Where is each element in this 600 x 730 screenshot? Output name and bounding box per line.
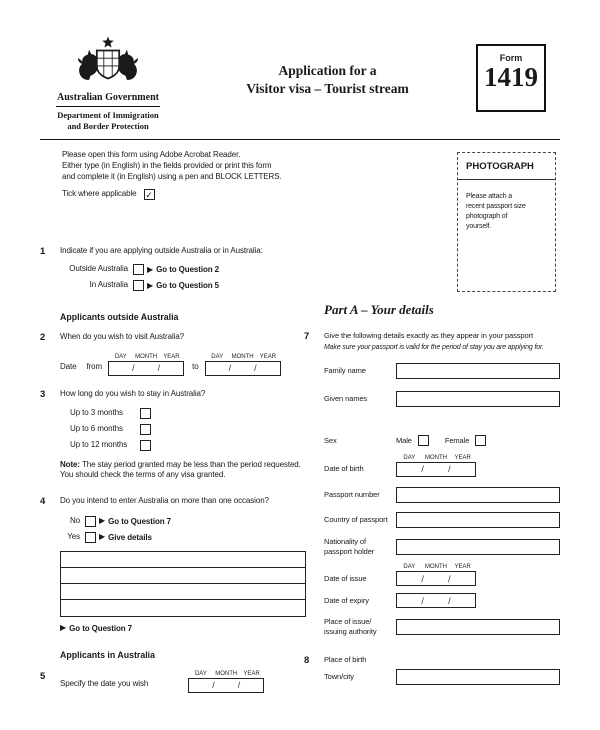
question-4-text: Do you intend to enter Australia on more than one occasion? bbox=[60, 496, 269, 506]
date-of-issue-label: Date of issue bbox=[324, 573, 367, 583]
goto-question-5-label: Go to Question 5 bbox=[156, 281, 220, 290]
male-checkbox[interactable] bbox=[418, 435, 429, 446]
photograph-title: PHOTOGRAPH bbox=[466, 161, 534, 172]
town-city-label: Town/city bbox=[324, 671, 354, 681]
date-slash: / bbox=[421, 464, 424, 475]
yes-label: Yes bbox=[67, 532, 80, 542]
date-of-birth-label: Date of birth bbox=[324, 464, 364, 474]
up-to-6-months-label: Up to 6 months bbox=[70, 423, 123, 433]
date-slash: / bbox=[228, 363, 232, 374]
day-col-label: DAY bbox=[403, 454, 416, 461]
passport-number-input[interactable] bbox=[396, 487, 560, 503]
date-of-expiry-input[interactable] bbox=[396, 593, 476, 608]
date-slash: / bbox=[132, 363, 135, 374]
form-number-label: Form bbox=[499, 53, 523, 63]
day-col-label: DAY bbox=[211, 353, 224, 360]
department-name-line2: and Border Protection bbox=[67, 121, 149, 132]
no-checkbox[interactable] bbox=[85, 516, 96, 527]
up-to-3-months-label: Up to 3 months bbox=[70, 407, 123, 417]
date-slash: / bbox=[421, 573, 424, 584]
question-4 bbox=[40, 496, 306, 633]
sex-label: Sex bbox=[324, 435, 337, 445]
date-slash: / bbox=[212, 680, 215, 691]
date-slash: / bbox=[448, 573, 451, 584]
question-2-number: 2 bbox=[40, 332, 46, 343]
goto-arrow-icon: ▶ bbox=[60, 623, 67, 633]
month-col-label: MONTH bbox=[215, 670, 238, 677]
left-column bbox=[40, 312, 306, 693]
details-line[interactable] bbox=[61, 568, 305, 584]
nationality-label-line1: Nationality of bbox=[324, 536, 366, 546]
up-to-12-months-label: Up to 12 months bbox=[70, 439, 128, 449]
note-line2: You should check the terms of any visa granted. bbox=[60, 470, 226, 480]
yes-give-details-label: Give details bbox=[108, 532, 152, 542]
question-8-number: 8 bbox=[304, 654, 310, 666]
no-goto-question-7-label: Go to Question 7 bbox=[108, 516, 172, 526]
nationality-input[interactable] bbox=[396, 539, 560, 555]
photograph-divider bbox=[458, 179, 555, 180]
tick-icon: ✓ bbox=[145, 189, 153, 200]
place-of-issue-label-line1: Place of issue/ bbox=[324, 617, 372, 627]
question-4-number: 4 bbox=[40, 496, 46, 508]
form-number-box bbox=[476, 44, 546, 112]
place-of-issue-label bbox=[324, 617, 396, 637]
question-5 bbox=[40, 671, 306, 693]
day-col-label: DAY bbox=[114, 353, 127, 360]
note-line1: The stay period granted may be less than the period requested. bbox=[81, 459, 301, 469]
goto-arrow-icon: ▶ bbox=[147, 264, 154, 274]
details-line[interactable] bbox=[61, 552, 305, 568]
outside-australia-label: Outside Australia bbox=[69, 264, 128, 274]
photograph-box bbox=[457, 152, 556, 292]
details-line[interactable] bbox=[61, 584, 305, 600]
date-of-issue-input[interactable] bbox=[396, 571, 476, 586]
date-slash: / bbox=[237, 680, 241, 691]
passport-number-label: Passport number bbox=[324, 490, 380, 500]
month-col-label: MONTH bbox=[135, 353, 158, 360]
up-to-3-months-checkbox[interactable] bbox=[140, 408, 151, 419]
question-8-text: Place of birth bbox=[324, 654, 367, 664]
question-7-subtext: Make sure your passport is valid for the period of stay you are applying for. bbox=[324, 343, 544, 351]
date-slash: / bbox=[254, 363, 257, 374]
place-of-issue-label-line2: issuing authority bbox=[324, 627, 377, 637]
date-label: Date bbox=[60, 362, 77, 371]
visit-from-date-input[interactable] bbox=[108, 361, 184, 376]
question-7-number: 7 bbox=[304, 331, 310, 342]
question-2-text: When do you wish to visit Australia? bbox=[60, 332, 185, 341]
sample-tick-checkbox bbox=[144, 189, 155, 200]
form-title-line2: Visitor visa – Tourist stream bbox=[246, 80, 409, 96]
date-slash: / bbox=[157, 363, 161, 374]
goto-arrow-icon: ▶ bbox=[147, 280, 154, 290]
occasions-details-box bbox=[60, 551, 306, 617]
outside-australia-checkbox[interactable] bbox=[133, 264, 144, 275]
department-name-line1: Department of Immigration bbox=[57, 110, 159, 120]
agency-name: Australian Government bbox=[57, 92, 159, 103]
details-line[interactable] bbox=[61, 600, 305, 616]
female-checkbox[interactable] bbox=[475, 435, 486, 446]
crest-divider bbox=[56, 106, 160, 107]
goto-arrow-icon: ▶ bbox=[99, 532, 106, 542]
country-of-passport-label: Country of passport bbox=[324, 515, 388, 525]
visit-to-date-input[interactable] bbox=[205, 361, 281, 376]
form-number: 1419 bbox=[484, 62, 538, 92]
day-col-label: DAY bbox=[403, 564, 416, 571]
up-to-12-months-checkbox[interactable] bbox=[140, 440, 151, 451]
date-of-expiry-label: Date of expiry bbox=[324, 596, 369, 606]
question-3 bbox=[40, 389, 306, 481]
question-3-number: 3 bbox=[40, 388, 46, 400]
question-1-text: Indicate if you are applying outside Australia or in Australia: bbox=[60, 246, 263, 255]
date-slash: / bbox=[448, 595, 451, 606]
section-applicants-outside-australia: Applicants outside Australia bbox=[60, 312, 179, 322]
month-col-label: MONTH bbox=[425, 564, 447, 571]
given-names-label: Given names bbox=[324, 394, 368, 404]
family-name-label: Family name bbox=[324, 366, 366, 376]
instruction-line3: and complete it (in English) using a pen and BLOCK LETTERS. bbox=[62, 171, 282, 181]
question-3-text: How long do you wish to stay in Australia? bbox=[60, 388, 206, 398]
year-col-label: YEAR bbox=[163, 353, 180, 360]
q5-date-input[interactable] bbox=[188, 678, 264, 693]
place-of-issue-input[interactable] bbox=[396, 619, 560, 635]
day-col-label: DAY bbox=[194, 670, 207, 677]
right-column bbox=[304, 302, 560, 685]
year-col-label: YEAR bbox=[454, 454, 471, 461]
in-australia-label: In Australia bbox=[89, 280, 128, 290]
header-rule bbox=[40, 139, 560, 140]
instruction-line1: Please open this form using Adobe Acrobat Reader. bbox=[62, 150, 241, 159]
government-crest-block bbox=[52, 36, 164, 132]
stay-period-note bbox=[60, 460, 306, 482]
date-of-birth-input[interactable] bbox=[396, 462, 476, 477]
instruction-line2: Either type (in English) in the fields provided or print this form bbox=[62, 160, 272, 170]
question-5-number: 5 bbox=[40, 670, 46, 682]
visit-from-date-group bbox=[108, 354, 184, 376]
part-a-heading: Part A – Your details bbox=[324, 302, 434, 317]
question-8 bbox=[304, 655, 560, 685]
question-5-text: Specify the date you wish bbox=[60, 679, 149, 689]
photograph-instructions: Please attach a recent passport size photograph of yourself. bbox=[466, 193, 526, 231]
month-col-label: MONTH bbox=[231, 353, 254, 360]
goto-arrow-icon: ▶ bbox=[99, 516, 106, 526]
year-col-label: YEAR bbox=[259, 353, 277, 360]
from-label: from bbox=[86, 362, 103, 371]
year-col-label: YEAR bbox=[243, 670, 260, 677]
date-slash: / bbox=[421, 595, 424, 606]
town-city-input[interactable] bbox=[396, 669, 560, 685]
goto-question-2-label: Go to Question 2 bbox=[156, 265, 220, 274]
form-title bbox=[195, 62, 460, 97]
male-label: Male bbox=[396, 435, 412, 445]
country-of-passport-input[interactable] bbox=[396, 512, 560, 528]
visit-to-date-group bbox=[205, 354, 281, 376]
nationality-label bbox=[324, 537, 396, 557]
section-applicants-in-australia: Applicants in Australia bbox=[60, 649, 155, 660]
form-title-line1: Application for a bbox=[278, 63, 377, 78]
note-label: Note: bbox=[60, 459, 80, 469]
month-col-label: MONTH bbox=[425, 454, 447, 461]
given-names-input[interactable] bbox=[396, 391, 560, 407]
family-name-input[interactable] bbox=[396, 363, 560, 379]
question-7-text: Give the following details exactly as they appear in your passport bbox=[324, 331, 533, 340]
question-1 bbox=[40, 246, 340, 291]
up-to-6-months-checkbox[interactable] bbox=[140, 424, 151, 435]
nationality-label-line2: passport holder bbox=[324, 546, 375, 556]
in-australia-checkbox[interactable] bbox=[133, 280, 144, 291]
to-label: to bbox=[192, 362, 199, 371]
question-7 bbox=[304, 331, 560, 637]
year-col-label: YEAR bbox=[454, 564, 471, 571]
tick-where-applicable-label: Tick where applicable bbox=[62, 189, 137, 199]
q5-date-group bbox=[188, 671, 264, 693]
coat-of-arms-icon bbox=[66, 36, 150, 86]
female-label: Female bbox=[444, 435, 470, 445]
yes-checkbox[interactable] bbox=[85, 532, 96, 543]
date-of-birth-group bbox=[396, 455, 476, 477]
instructions bbox=[62, 150, 337, 200]
question-1-number: 1 bbox=[40, 246, 46, 257]
question-2 bbox=[40, 332, 306, 376]
no-label: No bbox=[69, 516, 80, 526]
date-of-issue-group bbox=[396, 564, 476, 586]
end-goto-question-7-label: Go to Question 7 bbox=[69, 623, 133, 633]
date-slash: / bbox=[448, 464, 451, 475]
